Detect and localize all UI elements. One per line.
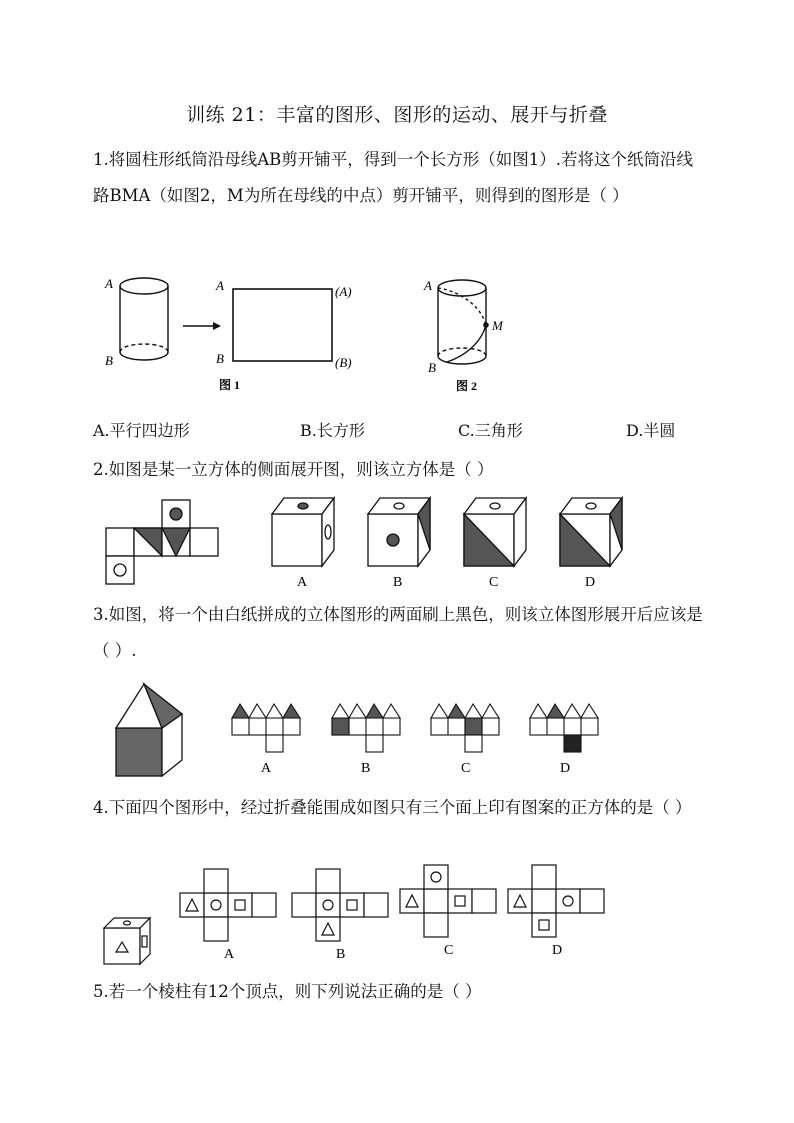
q3-label-d: D	[560, 761, 571, 776]
arrow-icon	[183, 322, 221, 330]
q4-label-d: D	[552, 943, 563, 958]
cylinder-figure	[120, 278, 168, 360]
label-a-paren: (A)	[335, 284, 352, 299]
q4-net-d[interactable]	[508, 865, 604, 937]
label-b: B	[105, 353, 113, 368]
question-4-text: 4.下面四个图形中，经过折叠能围成如图只有三个面上印有图案的正方体的是（ ）	[93, 798, 692, 817]
q1-option-a[interactable]: A.平行四边形	[93, 421, 190, 440]
q3-label-c: C	[461, 761, 471, 776]
q3-label-a: A	[261, 761, 272, 776]
label-b-paren: (B)	[335, 355, 352, 370]
q4-label-c: C	[444, 943, 454, 958]
q2-cube-d[interactable]	[560, 498, 622, 566]
q2-label-d: D	[585, 575, 596, 590]
q1-option-d[interactable]: D.半圆	[626, 421, 676, 440]
question-4-figure	[100, 862, 620, 966]
q1-option-c[interactable]: C.三角形	[458, 421, 523, 440]
question-1-figure	[95, 268, 515, 398]
q4-net-c[interactable]	[400, 865, 496, 937]
question-2-text: 2.如图是某一立方体的侧面展开图，则该立方体是（ ）	[93, 460, 494, 479]
q2-label-c: C	[489, 575, 499, 590]
figure-2-caption: 图 2	[456, 379, 478, 393]
patterned-cube	[104, 918, 150, 964]
q2-label-b: B	[393, 575, 403, 590]
q2-cube-b[interactable]	[368, 498, 430, 566]
question-3-text: 3.如图，将一个由白纸拼成的立体图形的两面刷上黑色，则该立体图形展开后应该是（ ）.	[93, 605, 703, 660]
q3-net-d[interactable]	[530, 704, 598, 752]
question-1-text: 1.将圆柱形纸筒沿母线AB剪开铺平，得到一个长方形（如图1）.若将这个纸筒沿线路BMA（如图2，M为所在母线的中点）剪开铺平，则得到的图形是（ ）	[93, 150, 694, 205]
q3-net-a[interactable]	[232, 704, 300, 752]
label-a-rect: A	[216, 278, 224, 293]
question-5-text: 5.若一个棱柱有12个顶点，则下列说法正确的是（ ）	[93, 982, 482, 1001]
cylinder-path-figure	[438, 280, 486, 364]
q2-label-a: A	[297, 575, 308, 590]
q2-cube-a[interactable]	[272, 498, 334, 566]
label-a: A	[105, 276, 113, 291]
q2-cube-c[interactable]	[464, 498, 526, 566]
question-2-figure	[100, 492, 660, 592]
label-b-cyl2: B	[428, 360, 436, 375]
q4-label-a: A	[224, 947, 235, 962]
q3-label-b: B	[361, 761, 371, 776]
cube-net	[106, 500, 218, 584]
q4-net-a[interactable]	[180, 869, 276, 941]
q4-label-b: B	[336, 947, 346, 962]
point-m	[483, 322, 489, 328]
page-title: 训练 21：丰富的图形、图形的运动、展开与折叠	[186, 104, 608, 126]
q3-net-b[interactable]	[332, 704, 400, 752]
label-a-cyl2: A	[424, 278, 432, 293]
q1-option-b[interactable]: B.长方形	[300, 421, 365, 440]
question-3-figure	[110, 680, 630, 780]
unrolled-rectangle	[233, 289, 332, 361]
q3-net-c[interactable]	[431, 704, 499, 752]
figure-1-caption: 图 1	[219, 378, 241, 392]
label-b-rect: B	[216, 351, 224, 366]
house-solid	[116, 684, 182, 776]
label-m: M	[492, 318, 503, 333]
q4-net-b[interactable]	[292, 869, 388, 941]
